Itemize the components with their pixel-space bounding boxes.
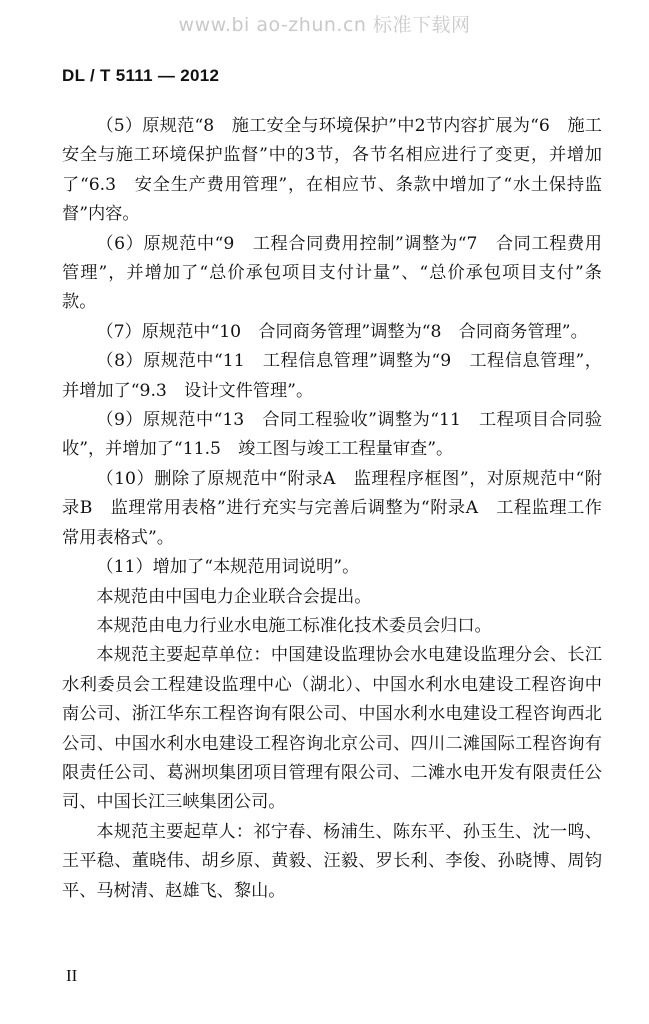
paragraph-item-6: （6）原规范中“9 工程合同费用控制”调整为“7 合同工程费用管理”，并增加了“总价承包项目支付计量”、“总价承包项目支付”条款。	[62, 233, 602, 313]
standard-code-header: DL / T 5111 — 2012	[62, 66, 220, 85]
body-text	[62, 112, 602, 906]
page-number: II	[66, 966, 78, 985]
paragraph-item-11: （11）增加了“本规范用词说明”。	[96, 557, 360, 578]
watermark: www.bi ao-zhun.cn 标准下载网	[178, 14, 471, 36]
paragraph-drafters: 本规范主要起草人：祁宁春、杨浦生、陈东平、孙玉生、沈一鸣、王平稳、董晓伟、胡乡原、黄毅、汪毅、罗长利、李俊、孙晓博、周钧平、马树清、赵雄飞、黎山。	[62, 821, 602, 901]
paragraph-item-5: （5）原规范“8 施工安全与环境保护”中2节内容扩展为“6 施工安全与施工环境保护监督”中的3节，各节名相应进行了变更，并增加了“6.3 安全生产费用管理”，在相应节、条款中增加了“水土保持监督”内容。	[62, 116, 602, 225]
paragraph-item-8: （8）原规范中“11 工程信息管理”调整为“9 工程信息管理”，并增加了“9.3 设计文件管理”。	[62, 351, 602, 401]
paragraph-administrator: 本规范由电力行业水电施工标准化技术委员会归口。	[96, 615, 492, 636]
paragraph-item-9: （9）原规范中“13 合同工程验收”调整为“11 工程项目合同验收”，并增加了“11.5 竣工图与竣工工程量审查”。	[62, 410, 602, 460]
paragraph-drafting-units: 本规范主要起草单位：中国建设监理协会水电建设监理分会、长江水利委员会工程建设监理中心（湖北）、中国水利水电建设工程咨询中南公司、浙江华东工程咨询有限公司、中国水利水电建设工程咨询西北公司、中国水利水电建设工程咨询北京公司、四川二滩国际工程咨询有限责任公司、葛洲坝集团项目管理有限公司、二滩水电开发有限责任公司、中国长江三峡集团公司。	[62, 645, 602, 813]
paragraph-item-7: （7）原规范中“10 合同商务管理”调整为“8 合同商务管理”。	[96, 321, 588, 342]
paragraph-proposer: 本规范由中国电力企业联合会提出。	[96, 586, 372, 607]
paragraph-item-10: （10）删除了原规范中“附录A 监理程序框图”，对原规范中“附录B 监理常用表格”进行充实与完善后调整为“附录A 工程监理工作常用表格式”。	[62, 468, 602, 548]
